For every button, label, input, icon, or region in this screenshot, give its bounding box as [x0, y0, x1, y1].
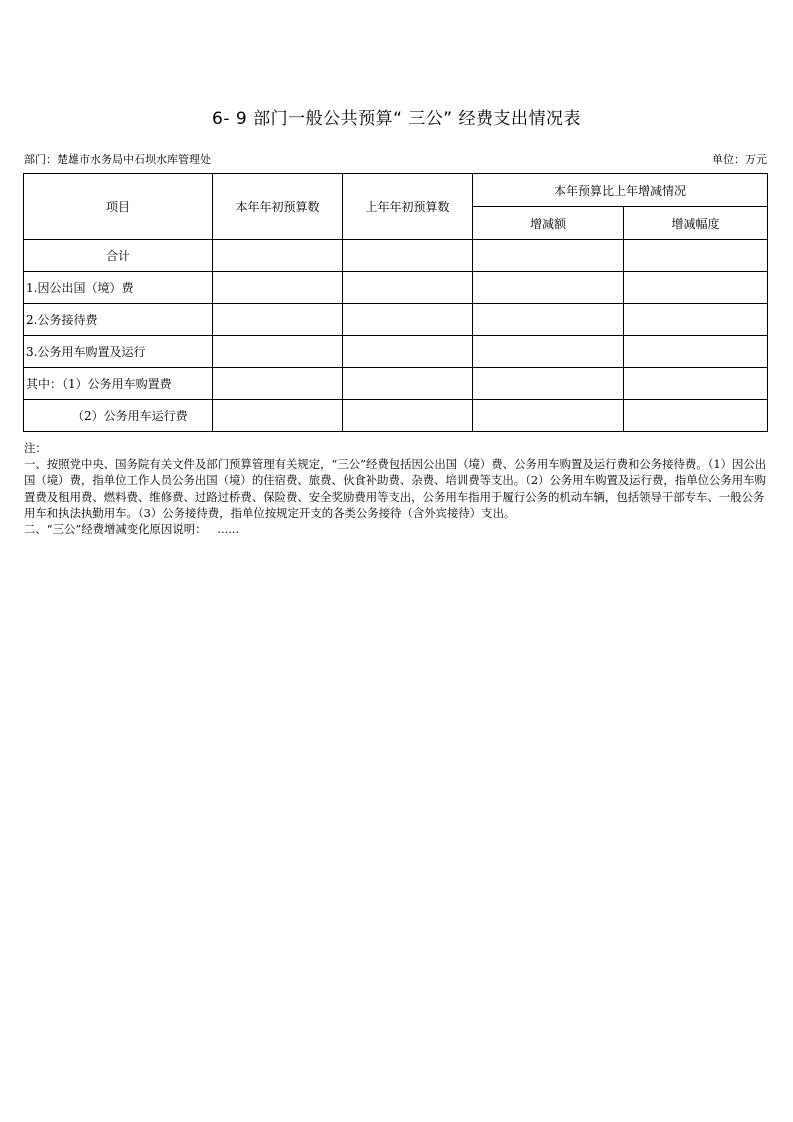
three-public-expenses-table — [23, 173, 768, 432]
table-cell — [624, 272, 768, 304]
page-title: 6- 9 部门一般公共预算“ 三公” 经费支出情况表 — [212, 109, 581, 129]
table-row — [24, 272, 768, 304]
table-cell — [213, 368, 343, 400]
row-label-total: 合计 — [24, 240, 213, 272]
header-change-amount: 增减额 — [473, 207, 624, 240]
table-row — [24, 240, 768, 272]
table-cell — [473, 400, 624, 432]
table-cell — [624, 240, 768, 272]
table-cell — [473, 304, 624, 336]
table-cell — [473, 368, 624, 400]
header-item: 项目 — [24, 174, 213, 240]
notes-line-2: 二、“三公”经费增减变化原因说明： ...... — [24, 522, 240, 537]
department-label: 部门：楚雄市水务局中石坝水库管理处 — [24, 153, 211, 166]
table-cell — [213, 240, 343, 272]
header-change-group: 本年预算比上年增减情况 — [473, 174, 768, 207]
header-last-budget: 上年年初预算数 — [343, 174, 473, 240]
header-current-budget: 本年年初预算数 — [213, 174, 343, 240]
table-cell — [343, 272, 473, 304]
row-label-travel-abroad: 1.因公出国（境）费 — [24, 272, 213, 304]
table-cell — [213, 400, 343, 432]
table-cell — [624, 400, 768, 432]
row-label-vehicle-operation: （2）公务用车运行费 — [24, 400, 213, 432]
table-cell — [213, 272, 343, 304]
table-cell — [343, 368, 473, 400]
header-row-1 — [24, 174, 768, 207]
table-cell — [473, 240, 624, 272]
row-label-vehicle-purchase: 其中：（1）公务用车购置费 — [24, 368, 213, 400]
unit-label: 单位：万元 — [712, 153, 767, 166]
table-row — [24, 400, 768, 432]
table-cell — [213, 336, 343, 368]
table-row — [24, 368, 768, 400]
table-cell — [343, 240, 473, 272]
table-row — [24, 304, 768, 336]
header-change-rate: 增减幅度 — [624, 207, 768, 240]
row-label-vehicle: 3.公务用车购置及运行 — [24, 336, 213, 368]
notes-section — [24, 440, 769, 537]
table-row — [24, 336, 768, 368]
table-cell — [473, 272, 624, 304]
notes-heading: 注： — [24, 441, 47, 455]
table-cell — [343, 400, 473, 432]
table-cell — [624, 336, 768, 368]
table-cell — [624, 368, 768, 400]
table-cell — [343, 304, 473, 336]
table-cell — [473, 336, 624, 368]
table-cell — [213, 304, 343, 336]
table-cell — [624, 304, 768, 336]
notes-line-1: 一、按照党中央、国务院有关文件及部门预算管理有关规定，“三公”经费包括因公出国（境）费、公务用车购置及运行费和公务接待费。（1）因公出国（境）费，指单位工作人员公务出国（境）的住宿费、旅费、伙食补助费、杂费、培训费等支出。（2）公务用车购置及运行费，指单位公务用车购置费及租用费、燃料费、维修费、过路过桥费、保险费、安全奖励费用等支出，公务用车指用于履行公务的机动车辆，包括领导干部专车、一般公务用车和执法执勤用车。（3）公务接待费，指单位按规定开支的各类公务接待（含外宾接待）支出。 — [24, 457, 767, 520]
table-cell — [343, 336, 473, 368]
row-label-reception: 2.公务接待费 — [24, 304, 213, 336]
